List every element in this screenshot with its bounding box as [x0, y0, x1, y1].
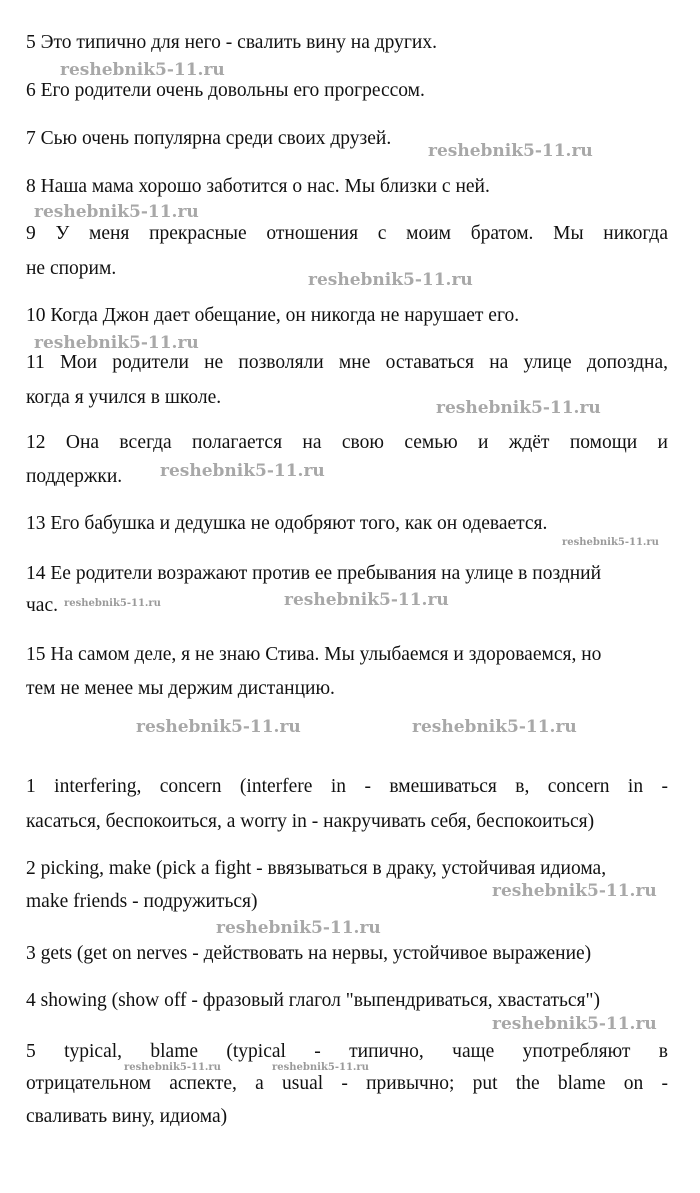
text-line-11: поддержки.	[26, 466, 123, 487]
text-line-18: касаться, беспокоиться, a worry in - накручивать себя, беспокоиться)	[26, 811, 595, 832]
text-line-22: 4 showing (show off - фразовый глагол "выпендриваться, хвастаться")	[26, 990, 600, 1011]
watermark: reshebnik5-11.ru	[428, 141, 593, 161]
watermark: reshebnik5-11.ru	[124, 1062, 221, 1073]
text-line-25: сваливать вину, идиома)	[26, 1106, 228, 1127]
text-line-24: отрицательном аспекте, a usual - привычно; put the blame on -	[26, 1073, 668, 1094]
watermark: reshebnik5-11.ru	[272, 1062, 369, 1073]
watermark: reshebnik5-11.ru	[436, 398, 601, 418]
text-line-8: 11 Мои родители не позволяли мне оставаться на улице допоздна,	[26, 352, 668, 373]
text-line-3: 7 Сью очень популярна среди своих друзей.	[26, 128, 392, 149]
watermark: reshebnik5-11.ru	[308, 270, 473, 290]
watermark: reshebnik5-11.ru	[216, 918, 381, 938]
text-line-13: 14 Ее родители возражают против ее пребывания на улице в поздний	[26, 563, 602, 584]
text-line-2: 6 Его родители очень довольны его прогрессом.	[26, 80, 425, 101]
watermark: reshebnik5-11.ru	[492, 881, 657, 901]
text-line-16: тем не менее мы держим дистанцию.	[26, 678, 335, 699]
watermark: reshebnik5-11.ru	[412, 717, 577, 737]
text-line-10: 12 Она всегда полагается на свою семью и ждёт помощи и	[26, 432, 668, 453]
text-line-21: 3 gets (get on nerves - действовать на нервы, устойчивое выражение)	[26, 943, 592, 964]
watermark: reshebnik5-11.ru	[60, 60, 225, 80]
text-line-19: 2 picking, make (pick a fight - ввязываться в драку, устойчивая идиома,	[26, 858, 607, 879]
watermark: reshebnik5-11.ru	[492, 1014, 657, 1034]
text-line-12: 13 Его бабушка и дедушка не одобряют того, как он одевается.	[26, 513, 548, 534]
text-line-14: час.	[26, 595, 58, 616]
text-line-1: 5 Это типично для него - свалить вину на других.	[26, 32, 437, 53]
watermark: reshebnik5-11.ru	[34, 202, 199, 222]
text-line-7: 10 Когда Джон дает обещание, он никогда не нарушает его.	[26, 305, 520, 326]
watermark: reshebnik5-11.ru	[160, 461, 325, 481]
watermark: reshebnik5-11.ru	[64, 598, 161, 609]
watermark: reshebnik5-11.ru	[284, 590, 449, 610]
text-line-23: 5 typical, blame (typical - типично, чаще употребляют в	[26, 1041, 668, 1062]
text-line-6: не спорим.	[26, 258, 117, 279]
text-line-5: 9 У меня прекрасные отношения с моим братом. Мы никогда	[26, 223, 668, 244]
text-line-20: make friends - подружиться)	[26, 891, 258, 912]
watermark: reshebnik5-11.ru	[34, 333, 199, 353]
text-line-4: 8 Наша мама хорошо заботится о нас. Мы близки с ней.	[26, 176, 490, 197]
text-line-17: 1 interfering, concern (interfere in - вмешиваться в, concern in -	[26, 776, 668, 797]
watermark: reshebnik5-11.ru	[562, 537, 659, 548]
text-line-15: 15 На самом деле, я не знаю Стива. Мы улыбаемся и здороваемся, но	[26, 644, 602, 665]
watermark: reshebnik5-11.ru	[136, 717, 301, 737]
text-line-9: когда я учился в школе.	[26, 387, 222, 408]
